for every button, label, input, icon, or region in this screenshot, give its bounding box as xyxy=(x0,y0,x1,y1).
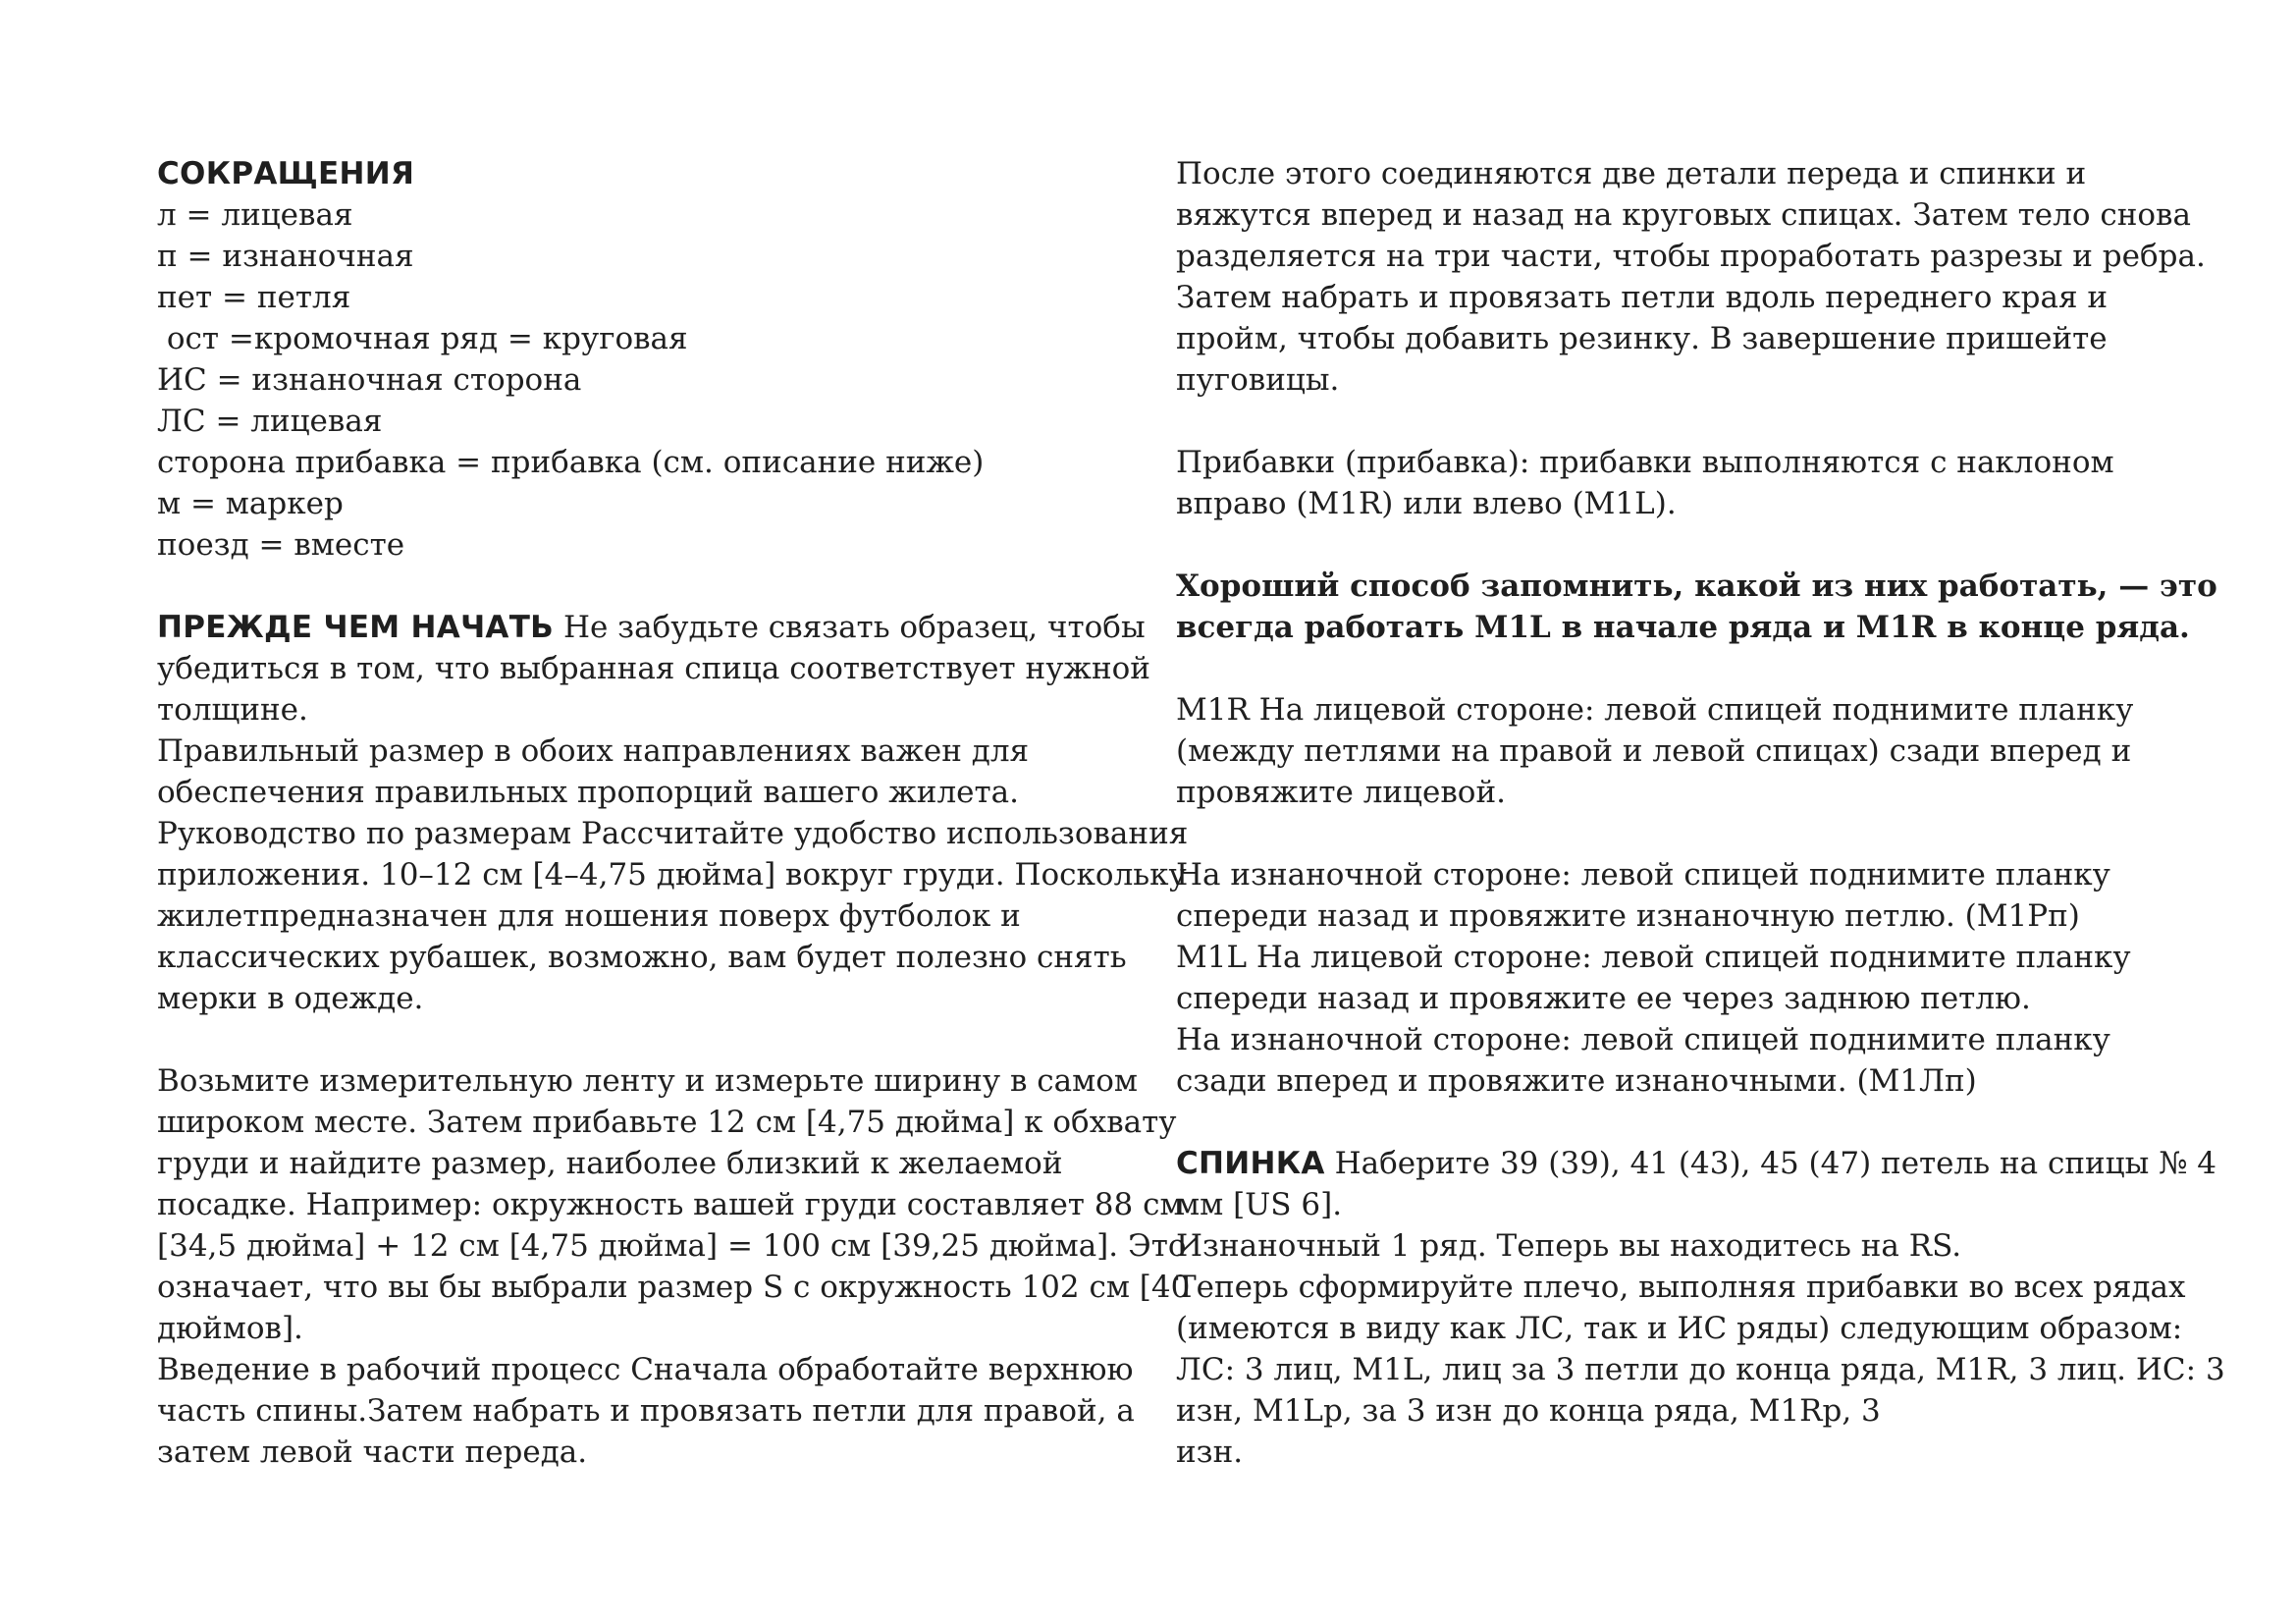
paragraph-line: груди и найдите размер, наиболее близкий к желаемой xyxy=(157,1146,1063,1181)
paragraph-gap xyxy=(1176,401,2167,442)
m1r-section xyxy=(1176,689,2167,813)
back-section xyxy=(1176,1143,2225,1473)
paragraph-line: спереди назад и провяжите изнаночную петлю. (M1Pп) xyxy=(1176,898,2080,934)
paragraph-line: разделяется на три части, чтобы проработать разрезы и ребра. xyxy=(1176,239,2206,274)
paragraph-line: изн. xyxy=(1176,1435,1244,1470)
paragraph-line: мм [US 6]. xyxy=(1176,1187,1343,1222)
paragraph-line: ЛС: 3 лиц, M1L, лиц за 3 петли до конца ряда, M1R, 3 лиц. ИС: 3 xyxy=(1176,1352,2225,1387)
tip-line: Хороший способ запомнить, какой из них работать, — это xyxy=(1176,568,2217,604)
paragraph-line: спереди назад и провяжите ее через заднюю петлю. xyxy=(1176,981,2031,1016)
measure-section xyxy=(157,1060,1191,1473)
back-intro: Наберите 39 (39), 41 (43), 45 (47) петель на спицы № 4 xyxy=(1324,1146,2217,1181)
abbreviation-line: пет = петля xyxy=(157,280,351,315)
paragraph-line: Возьмите измерительную ленту и измерьте ширину в самом xyxy=(157,1063,1139,1099)
paragraph-line: На изнаночной стороне: левой спицей поднимите планку xyxy=(1176,857,2110,893)
paragraph-line: классических рубашек, возможно, вам будет полезно снять xyxy=(157,940,1127,975)
paragraph-line: вправо (M1R) или влево (M1L). xyxy=(1176,486,1677,521)
paragraph-line: посадке. Например: окружность вашей груди составляет 88 см xyxy=(157,1187,1184,1222)
paragraph-line: затем левой части переда. xyxy=(157,1435,588,1470)
paragraph-line: часть спины.Затем набрать и провязать петли для правой, а xyxy=(157,1393,1135,1429)
m1l-section xyxy=(1176,854,2167,1102)
paragraph-line: обеспечения правильных пропорций вашего жилета. xyxy=(157,775,1019,810)
abbreviation-line: ост =кромочная ряд = круговая xyxy=(157,321,688,356)
abbreviation-line: сторона прибавка = прибавка (см. описание ниже) xyxy=(157,445,985,480)
paragraph-line: На изнаночной стороне: левой спицей поднимите планку xyxy=(1176,1022,2110,1057)
abbreviation-line: ИС = изнаночная сторона xyxy=(157,362,582,398)
paragraph-line: убедиться в том, что выбранная спица соответствует нужной xyxy=(157,651,1150,686)
abbreviation-line: поезд = вместе xyxy=(157,527,405,563)
paragraph-line: пройм, чтобы добавить резинку. В завершение пришейте xyxy=(1176,321,2108,356)
paragraph-line: пуговицы. xyxy=(1176,362,1340,398)
paragraph-line: Введение в рабочий процесс Сначала обработайте верхнюю xyxy=(157,1352,1134,1387)
paragraph-line: Прибавки (прибавка): прибавки выполняются с наклоном xyxy=(1176,445,2114,480)
paragraph-line: вяжутся вперед и назад на круговых спицах. Затем тело снова xyxy=(1176,197,2191,233)
before-start-first-line xyxy=(157,607,1168,648)
paragraph-line: приложения. 10–12 см [4–4,75 дюйма] вокруг груди. Поскольку xyxy=(157,857,1187,893)
abbreviation-line: ЛС = лицевая xyxy=(157,404,383,439)
abbreviation-line: п = изнаночная xyxy=(157,239,414,274)
paragraph-gap xyxy=(1176,813,2167,854)
abbreviations-heading: СОКРАЩЕНИЯ xyxy=(157,156,415,191)
paragraph-line: изн, M1Lp, за 3 изн до конца ряда, M1Rp, 3 xyxy=(1176,1393,1881,1429)
paragraph-line: мерки в одежде. xyxy=(157,981,424,1016)
left-column xyxy=(157,153,1191,1473)
abbreviation-line: м = маркер xyxy=(157,486,344,521)
paragraph-line: означает, что вы бы выбрали размер S с окружность 102 см [40 xyxy=(157,1270,1191,1305)
paragraph-line: Изнаночный 1 ряд. Теперь вы находитесь на RS. xyxy=(1176,1228,1962,1264)
paragraph-line: После этого соединяются две детали переда и спинки и xyxy=(1176,156,2087,191)
paragraph-line: (имеются в виду как ЛС, так и ИС ряды) следующим образом: xyxy=(1176,1311,2183,1346)
paragraph-line: M1L На лицевой стороне: левой спицей поднимите планку xyxy=(1176,940,2131,975)
paragraph-line: Теперь сформируйте плечо, выполняя прибавки во всех рядах xyxy=(1176,1270,2186,1305)
paragraph-line: широком месте. Затем прибавьте 12 см [4,75 дюйма] к обхвату xyxy=(157,1105,1177,1140)
paragraph-line: (между петлями на правой и левой спицах) сзади вперед и xyxy=(1176,733,2132,769)
increases-section xyxy=(1176,442,2167,524)
paragraph-line: Руководство по размерам Рассчитайте удобство использования xyxy=(157,816,1189,851)
before-start-intro: Не забудьте связать образец, чтобы xyxy=(554,610,1146,645)
paragraph-gap xyxy=(157,1019,1168,1060)
right-column xyxy=(1176,153,2225,1473)
paragraph-line: Правильный размер в обоих направлениях важен для xyxy=(157,733,1030,769)
back-heading: СПИНКА xyxy=(1176,1146,1325,1181)
paragraph-line: [34,5 дюйма] + 12 см [4,75 дюйма] = 100 см [39,25 дюйма]. Это xyxy=(157,1228,1187,1264)
join-section xyxy=(1176,153,2206,401)
paragraph-line: M1R На лицевой стороне: левой спицей поднимите планку xyxy=(1176,692,2134,728)
paragraph-line: Затем набрать и провязать петли вдоль переднего края и xyxy=(1176,280,2109,315)
abbreviation-line: л = лицевая xyxy=(157,197,353,233)
abbreviations-section xyxy=(157,153,1168,566)
tip-line: всегда работать M1L в начале ряда и M1R в конце ряда. xyxy=(1176,610,2190,645)
paragraph-line: жилетпредназначен для ношения поверх футболок и xyxy=(157,898,1021,934)
paragraph-gap xyxy=(1176,524,2167,566)
paragraph-line: дюймов]. xyxy=(157,1311,303,1346)
before-start-heading: ПРЕЖДЕ ЧЕМ НАЧАТЬ xyxy=(157,610,555,645)
paragraph-gap xyxy=(157,566,1168,607)
before-start-section xyxy=(157,607,1189,1019)
paragraph-gap xyxy=(1176,648,2167,689)
back-first-line xyxy=(1176,1143,2217,1184)
paragraph-line: провяжите лицевой. xyxy=(1176,775,1506,810)
paragraph-line: сзади вперед и провяжите изнаночными. (M1Лп) xyxy=(1176,1063,1977,1099)
paragraph-gap xyxy=(1176,1102,2167,1143)
paragraph-line: толщине. xyxy=(157,692,308,728)
tip-section xyxy=(1176,566,2217,648)
